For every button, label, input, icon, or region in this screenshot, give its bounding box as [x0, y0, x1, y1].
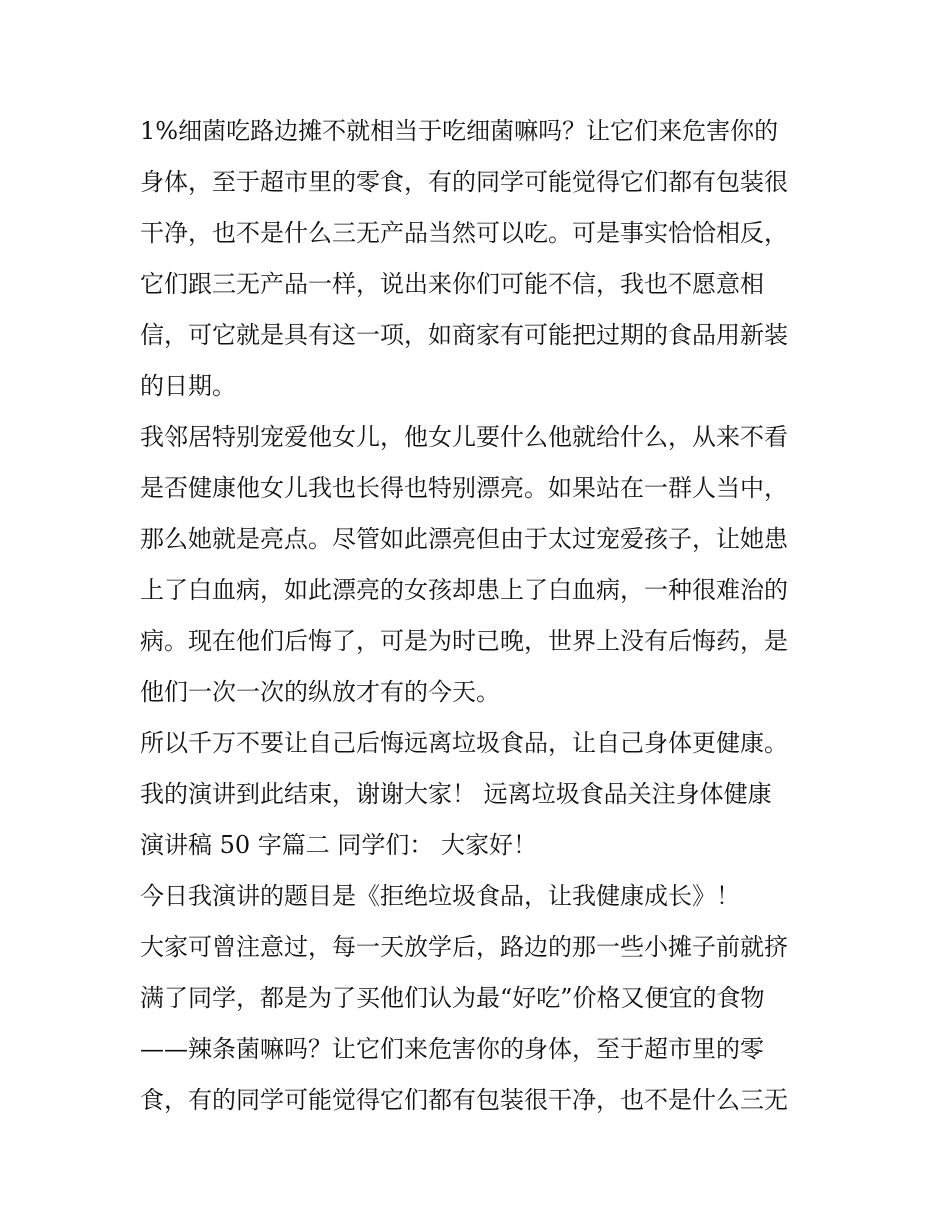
text-line: 食，有的同学可能觉得它们都有包装很干净，也不是什么三无: [140, 1086, 788, 1114]
text-line: 病。现在他们后悔了，可是为时已晚，世界上没有后悔药，是: [140, 627, 788, 655]
text-line: 信，可它就是具有这一项，如商家有可能把过期的食品用新装: [140, 321, 788, 349]
text-line: 是否健康他女儿我也长得也特别漂亮。如果站在一群人当中，: [140, 474, 788, 502]
text-line: 上了白血病，如此漂亮的女孩却患上了白血病，一种很难治的: [140, 576, 788, 604]
text-line: 的日期。: [140, 372, 236, 400]
text-line: 1%细菌吃路边摊不就相当于吃细菌嘛吗？让它们来危害你的: [140, 117, 779, 145]
text-line: 大家可曾注意过，每一天放学后，路边的那一些小摊子前就挤: [140, 933, 788, 961]
text-line: 他们一次一次的纵放才有的今天。: [140, 678, 500, 706]
document-body: [140, 106, 840, 1126]
text-line: ——辣条菌嘛吗？让它们来危害你的身体，至于超市里的零: [140, 1035, 764, 1063]
text-line: 所以千万不要让自己后悔远离垃圾食品，让自己身体更健康。: [140, 729, 788, 757]
text-line: 那么她就是亮点。尽管如此漂亮但由于太过宠爱孩子，让她患: [140, 525, 788, 553]
text-line: 演讲稿 50 字篇二 同学们： 大家好！: [140, 831, 538, 859]
text-line: 身体，至于超市里的零食，有的同学可能觉得它们都有包装很: [140, 168, 788, 196]
text-line: 干净，也不是什么三无产品当然可以吃。可是事实恰恰相反，: [140, 219, 788, 247]
text-line: 它们跟三无产品一样，说出来你们可能不信，我也不愿意相: [140, 270, 764, 298]
text-line: 我邻居特别宠爱他女儿，他女儿要什么他就给什么，从来不看: [140, 423, 788, 451]
text-line: 满了同学，都是为了买他们认为最“好吃”价格又便宜的食物: [140, 984, 765, 1012]
text-line: 今日我演讲的题目是《拒绝垃圾食品，让我健康成长》！: [140, 882, 740, 910]
text-line: 我的演讲到此结束，谢谢大家！ 远离垃圾食品关注身体健康: [140, 780, 772, 808]
